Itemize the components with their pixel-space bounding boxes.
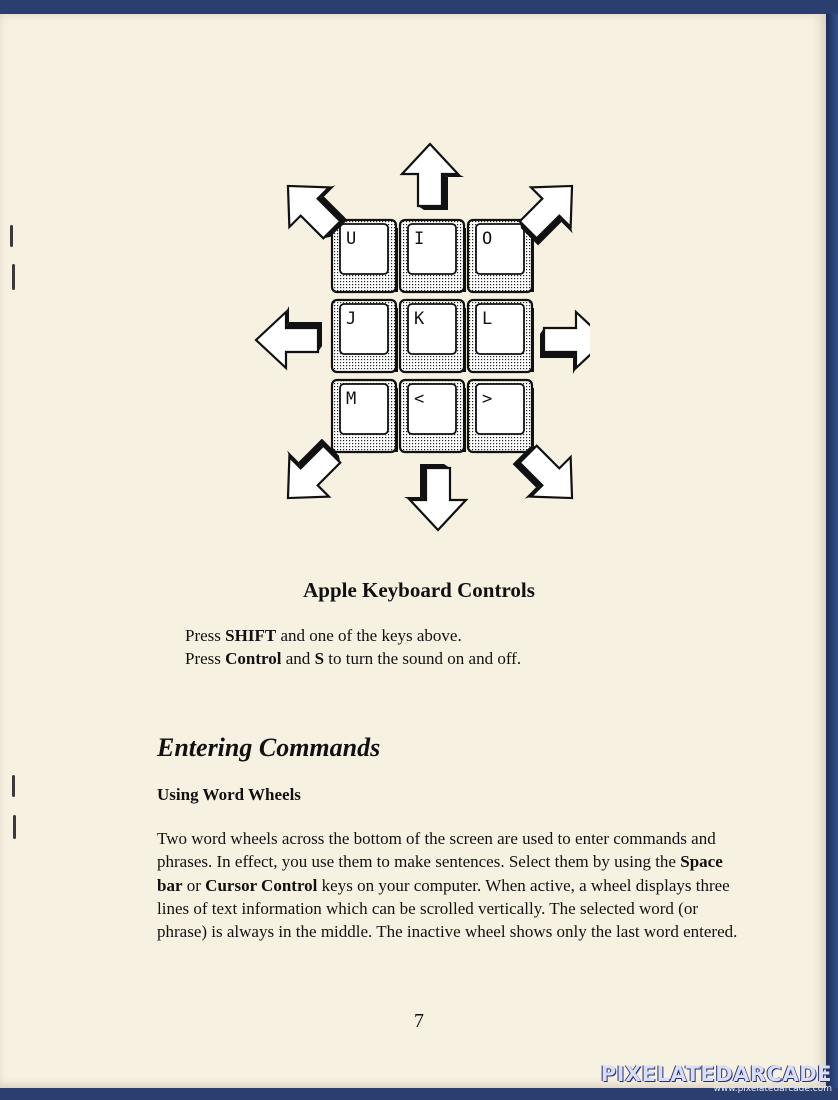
- caption-text: and one of the keys above.: [276, 626, 462, 645]
- binding-mark: [12, 775, 15, 797]
- key-name-space-bar: Space bar: [157, 852, 723, 895]
- keycap: [400, 300, 466, 372]
- figure-caption-title: Apple Keyboard Controls: [303, 578, 535, 602]
- keycap-label: L: [482, 309, 493, 329]
- arrow-down-icon: [404, 464, 466, 530]
- page-edge: [826, 14, 838, 1088]
- key-name-shift: SHIFT: [225, 626, 277, 645]
- caption-line-sound: [185, 649, 521, 669]
- watermark: [601, 1062, 832, 1094]
- body-text: keys on your computer. When active, a wheel displays three lines of text information which can be scrolled vertically. The selected word (or phrase) is always in the middle. The inactive wheel shows only the last word entered.: [157, 875, 738, 942]
- section-title: Entering Commands: [157, 733, 381, 762]
- keyboard-controls-figure: [250, 140, 590, 540]
- keycap: [468, 380, 534, 452]
- watermark-url: www.pixelatedarcade.com: [713, 1084, 832, 1094]
- keycap: [332, 380, 398, 452]
- key-name-cursor-control: Cursor Control: [205, 875, 318, 895]
- binding-mark: [12, 264, 15, 290]
- arrow-right-icon: [540, 312, 590, 374]
- keycap-label: M: [346, 389, 357, 409]
- binding-mark: [10, 225, 13, 247]
- keycap-label: I: [414, 229, 425, 249]
- keycap: [468, 300, 534, 372]
- binding-mark: [13, 815, 16, 839]
- keycap-label: U: [346, 229, 357, 249]
- key-name-control: Control: [225, 649, 282, 668]
- arrow-left-icon: [256, 306, 322, 368]
- keycap-label: K: [414, 309, 425, 329]
- caption-text: and: [281, 649, 315, 668]
- keycap: [400, 380, 466, 452]
- caption-text: Press: [185, 626, 226, 645]
- keycap: [332, 220, 398, 292]
- body-paragraph: [157, 827, 747, 943]
- body-text: or: [182, 875, 206, 895]
- caption-text: Press: [185, 649, 226, 668]
- subheading: Using Word Wheels: [157, 785, 301, 804]
- body-text: Two word wheels across the bottom of the screen are used to enter commands and phrases. In effect, you use them to make sentences. Select them by using the: [157, 829, 716, 872]
- page-number: 7: [414, 1010, 424, 1032]
- keycap-label: >: [482, 389, 493, 409]
- caption-text: to turn the sound on and off.: [324, 649, 522, 668]
- keycap: [400, 220, 466, 292]
- keycap-label: J: [346, 309, 357, 329]
- caption-line-shift: [185, 626, 462, 646]
- watermark-logo: PIXELATEDARCADE: [600, 1062, 832, 1086]
- key-name-s: S: [314, 649, 325, 668]
- arrow-up-icon: [402, 144, 464, 210]
- keycap: [332, 300, 398, 372]
- keyboard-diagram: [250, 140, 590, 540]
- keycap-label: O: [482, 229, 493, 249]
- keycap-label: <: [414, 389, 425, 409]
